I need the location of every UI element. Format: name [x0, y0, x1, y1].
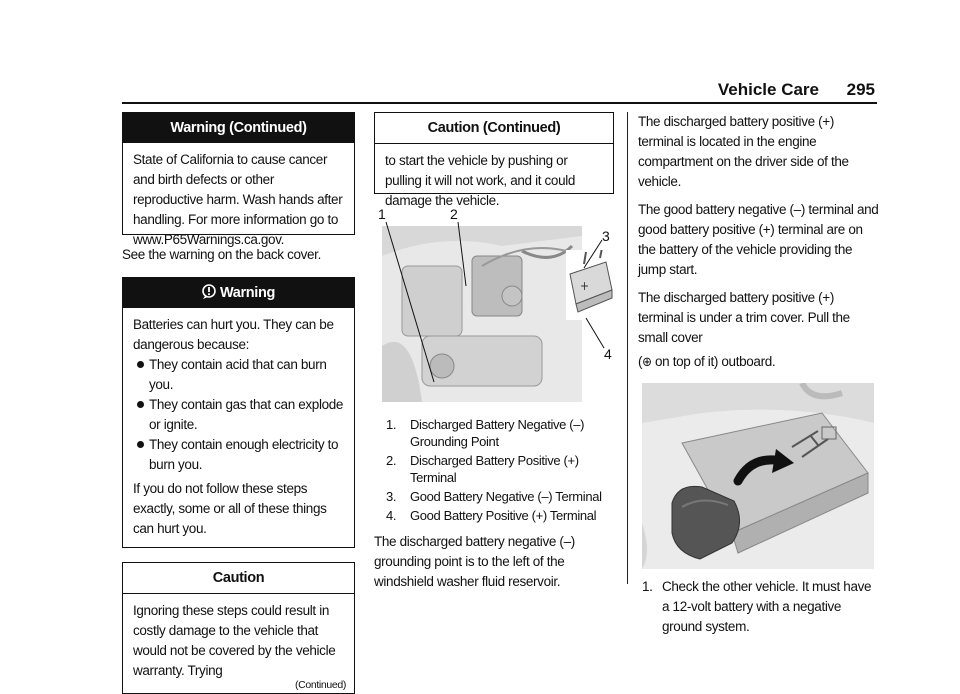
warning-intro: Batteries can hurt you. They can be dangerous because: [133, 317, 334, 352]
battery-figure [374, 206, 614, 404]
warning-outro: If you do not follow these steps exactly, some or all of these things can hurt you. [133, 481, 327, 536]
caution-title: Caution [123, 563, 354, 594]
good-battery-terminals-text: The good battery negative (–) terminal and good battery positive (+) terminal are on the battery of the vehicle providing the jump start. [638, 202, 879, 277]
plus-circle-icon: ⊕ [642, 355, 652, 370]
column-left [122, 112, 355, 694]
callout-lines [374, 206, 614, 404]
caution-continued-title: Caution (Continued) [375, 113, 613, 144]
caption-item: 1. Discharged Battery Negative (–) Grounding Point [386, 417, 585, 449]
figure-captions [374, 416, 614, 524]
page-header [122, 80, 877, 102]
svg-text:+: + [580, 279, 589, 293]
warning-bullet: They contain acid that can burn you. [133, 355, 346, 395]
trim-cover-text: The discharged battery positive (+) terminal is under a trim cover. Pull the small cover [638, 290, 850, 345]
grounding-point-text: The discharged battery negative (–) grounding point is to the left of the windshield washer fluid reservoir. [374, 534, 575, 589]
section-title: Vehicle Care [717, 80, 819, 99]
warning-icon [202, 280, 216, 310]
warning-box [122, 277, 355, 548]
positive-terminal-location-text: The discharged battery positive (+) terminal is located in the engine compartment on the driver side of the vehicle. [638, 114, 849, 189]
continued-label: (Continued) [294, 679, 346, 691]
caption-item: 4. Good Battery Positive (+) Terminal [386, 508, 597, 523]
bullet-icon [137, 361, 144, 368]
warning-title: Warning [219, 285, 275, 301]
caution-text: Ignoring these steps could result in costly damage to the vehicle that would not be covered by the vehicle warranty. Trying [133, 603, 336, 678]
page-number: 295 [846, 80, 875, 99]
column-middle [374, 112, 614, 592]
warning-continued-title: Warning (Continued) [123, 113, 354, 143]
see-warning-text: See the warning on the back cover. [122, 247, 321, 262]
caption-item: 2. Discharged Battery Positive (+) Terminal [386, 453, 579, 485]
callout-3: 3 [602, 228, 610, 244]
caution-continued-box [374, 112, 614, 208]
callout-2: 2 [450, 206, 458, 222]
trim-cover-text-cont: (⊕ on top of it) outboard. [638, 354, 776, 370]
bullet-icon [137, 401, 144, 408]
caution-continued-text: to start the vehicle by pushing or pulling it will not work, and it could damage the vehicle. [385, 153, 576, 208]
step-number: 1. [642, 579, 653, 594]
callout-1: 1 [378, 206, 386, 222]
warning-bullet: They contain gas that can explode or ignite. [133, 395, 346, 435]
caption-item: 3. Good Battery Negative (–) Terminal [386, 489, 602, 504]
warning-bullet: They contain enough electricity to burn you. [133, 435, 346, 475]
step-text: Check the other vehicle. It must have a 12-volt battery with a negative ground system. [662, 579, 872, 634]
warning-continued-text: State of California to cause cancer and birth defects or other reproductive harm. Wash hands after handling. For more information go to www.P65Warnings.ca.gov. [133, 152, 343, 247]
header-rule [122, 102, 877, 104]
step-1 [628, 577, 880, 637]
bullet-icon [137, 441, 144, 448]
warning-continued-box [122, 112, 355, 247]
callout-4: 4 [604, 346, 612, 362]
column-right [628, 112, 880, 637]
trim-cover-illustration [642, 383, 874, 569]
caution-box [122, 562, 355, 694]
warning-header [123, 278, 354, 308]
